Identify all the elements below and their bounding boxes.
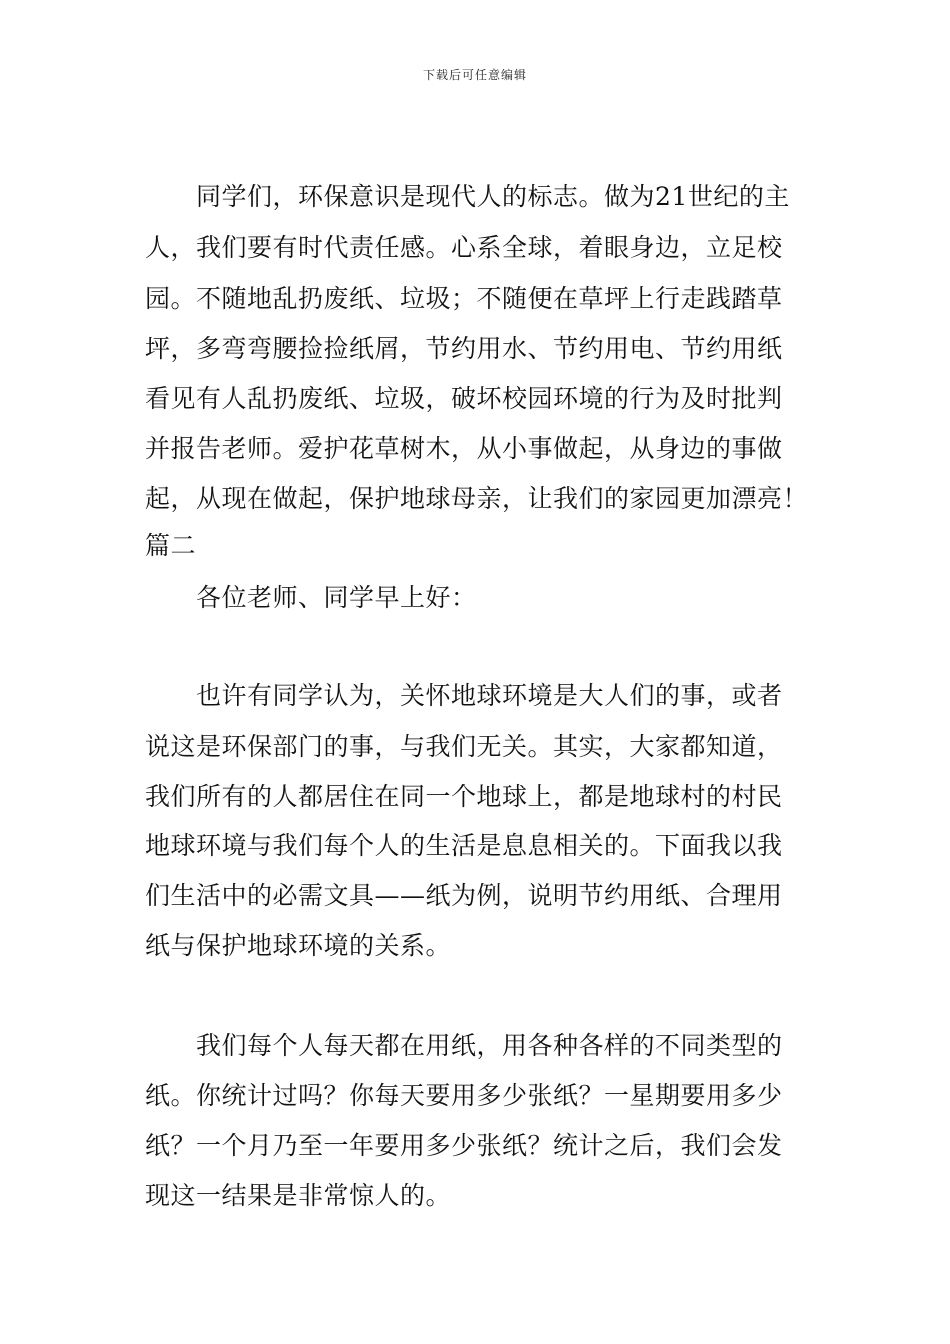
paragraph-line: 并报告老师。爱护花草树木，从小事做起，从身边的事做 <box>145 434 783 463</box>
paragraph-line: 人，我们要有时代责任感。心系全球，着眼身边，立足校 <box>145 233 783 262</box>
page-header-note: 下载后可任意编辑 <box>422 68 527 82</box>
paragraph-line: 纸。你统计过吗？你每天要用多少张纸？一星期要用多少 <box>145 1081 783 1110</box>
paragraph-line: 地球环境与我们每个人的生活是息息相关的。下面我以我 <box>145 831 783 860</box>
paragraph-line: 看见有人乱扔废纸、垃圾，破坏校园环境的行为及时批判 <box>145 384 783 413</box>
paragraph-line: 我们所有的人都居住在同一个地球上，都是地球村的村民 <box>145 782 783 811</box>
paragraph-line: 我们每个人每天都在用纸，用各种各样的不同类型的 <box>145 1031 783 1060</box>
paragraph-line: 纸与保护地球环境的关系。 <box>145 931 452 960</box>
paragraph-line: 纸？一个月乃至一年要用多少张纸？统计之后，我们会发 <box>145 1131 783 1160</box>
paragraph-line: 现这一结果是非常惊人的。 <box>145 1181 452 1210</box>
paragraph-line: 们生活中的必需文具——纸为例，说明节约用纸、合理用 <box>145 881 783 910</box>
paragraph-line: 起，从现在做起，保护地球母亲，让我们的家园更加漂亮！ <box>145 484 809 513</box>
paragraph-line: 说这是环保部门的事，与我们无关。其实，大家都知道， <box>145 732 783 761</box>
paragraph-line: 坪，多弯弯腰捡捡纸屑，节约用水、节约用电、节约用纸 <box>145 334 783 363</box>
greeting-line: 各位老师、同学早上好： <box>145 583 477 612</box>
paragraph-line: 也许有同学认为，关怀地球环境是大人们的事，或者 <box>145 681 783 710</box>
paragraph-line: 园。不随地乱扔废纸、垃圾；不随便在草坪上行走践踏草 <box>145 284 783 313</box>
paragraph-line: 同学们，环保意识是现代人的标志。做为21世纪的主 <box>145 182 790 211</box>
section-heading: 篇二 <box>145 531 197 560</box>
